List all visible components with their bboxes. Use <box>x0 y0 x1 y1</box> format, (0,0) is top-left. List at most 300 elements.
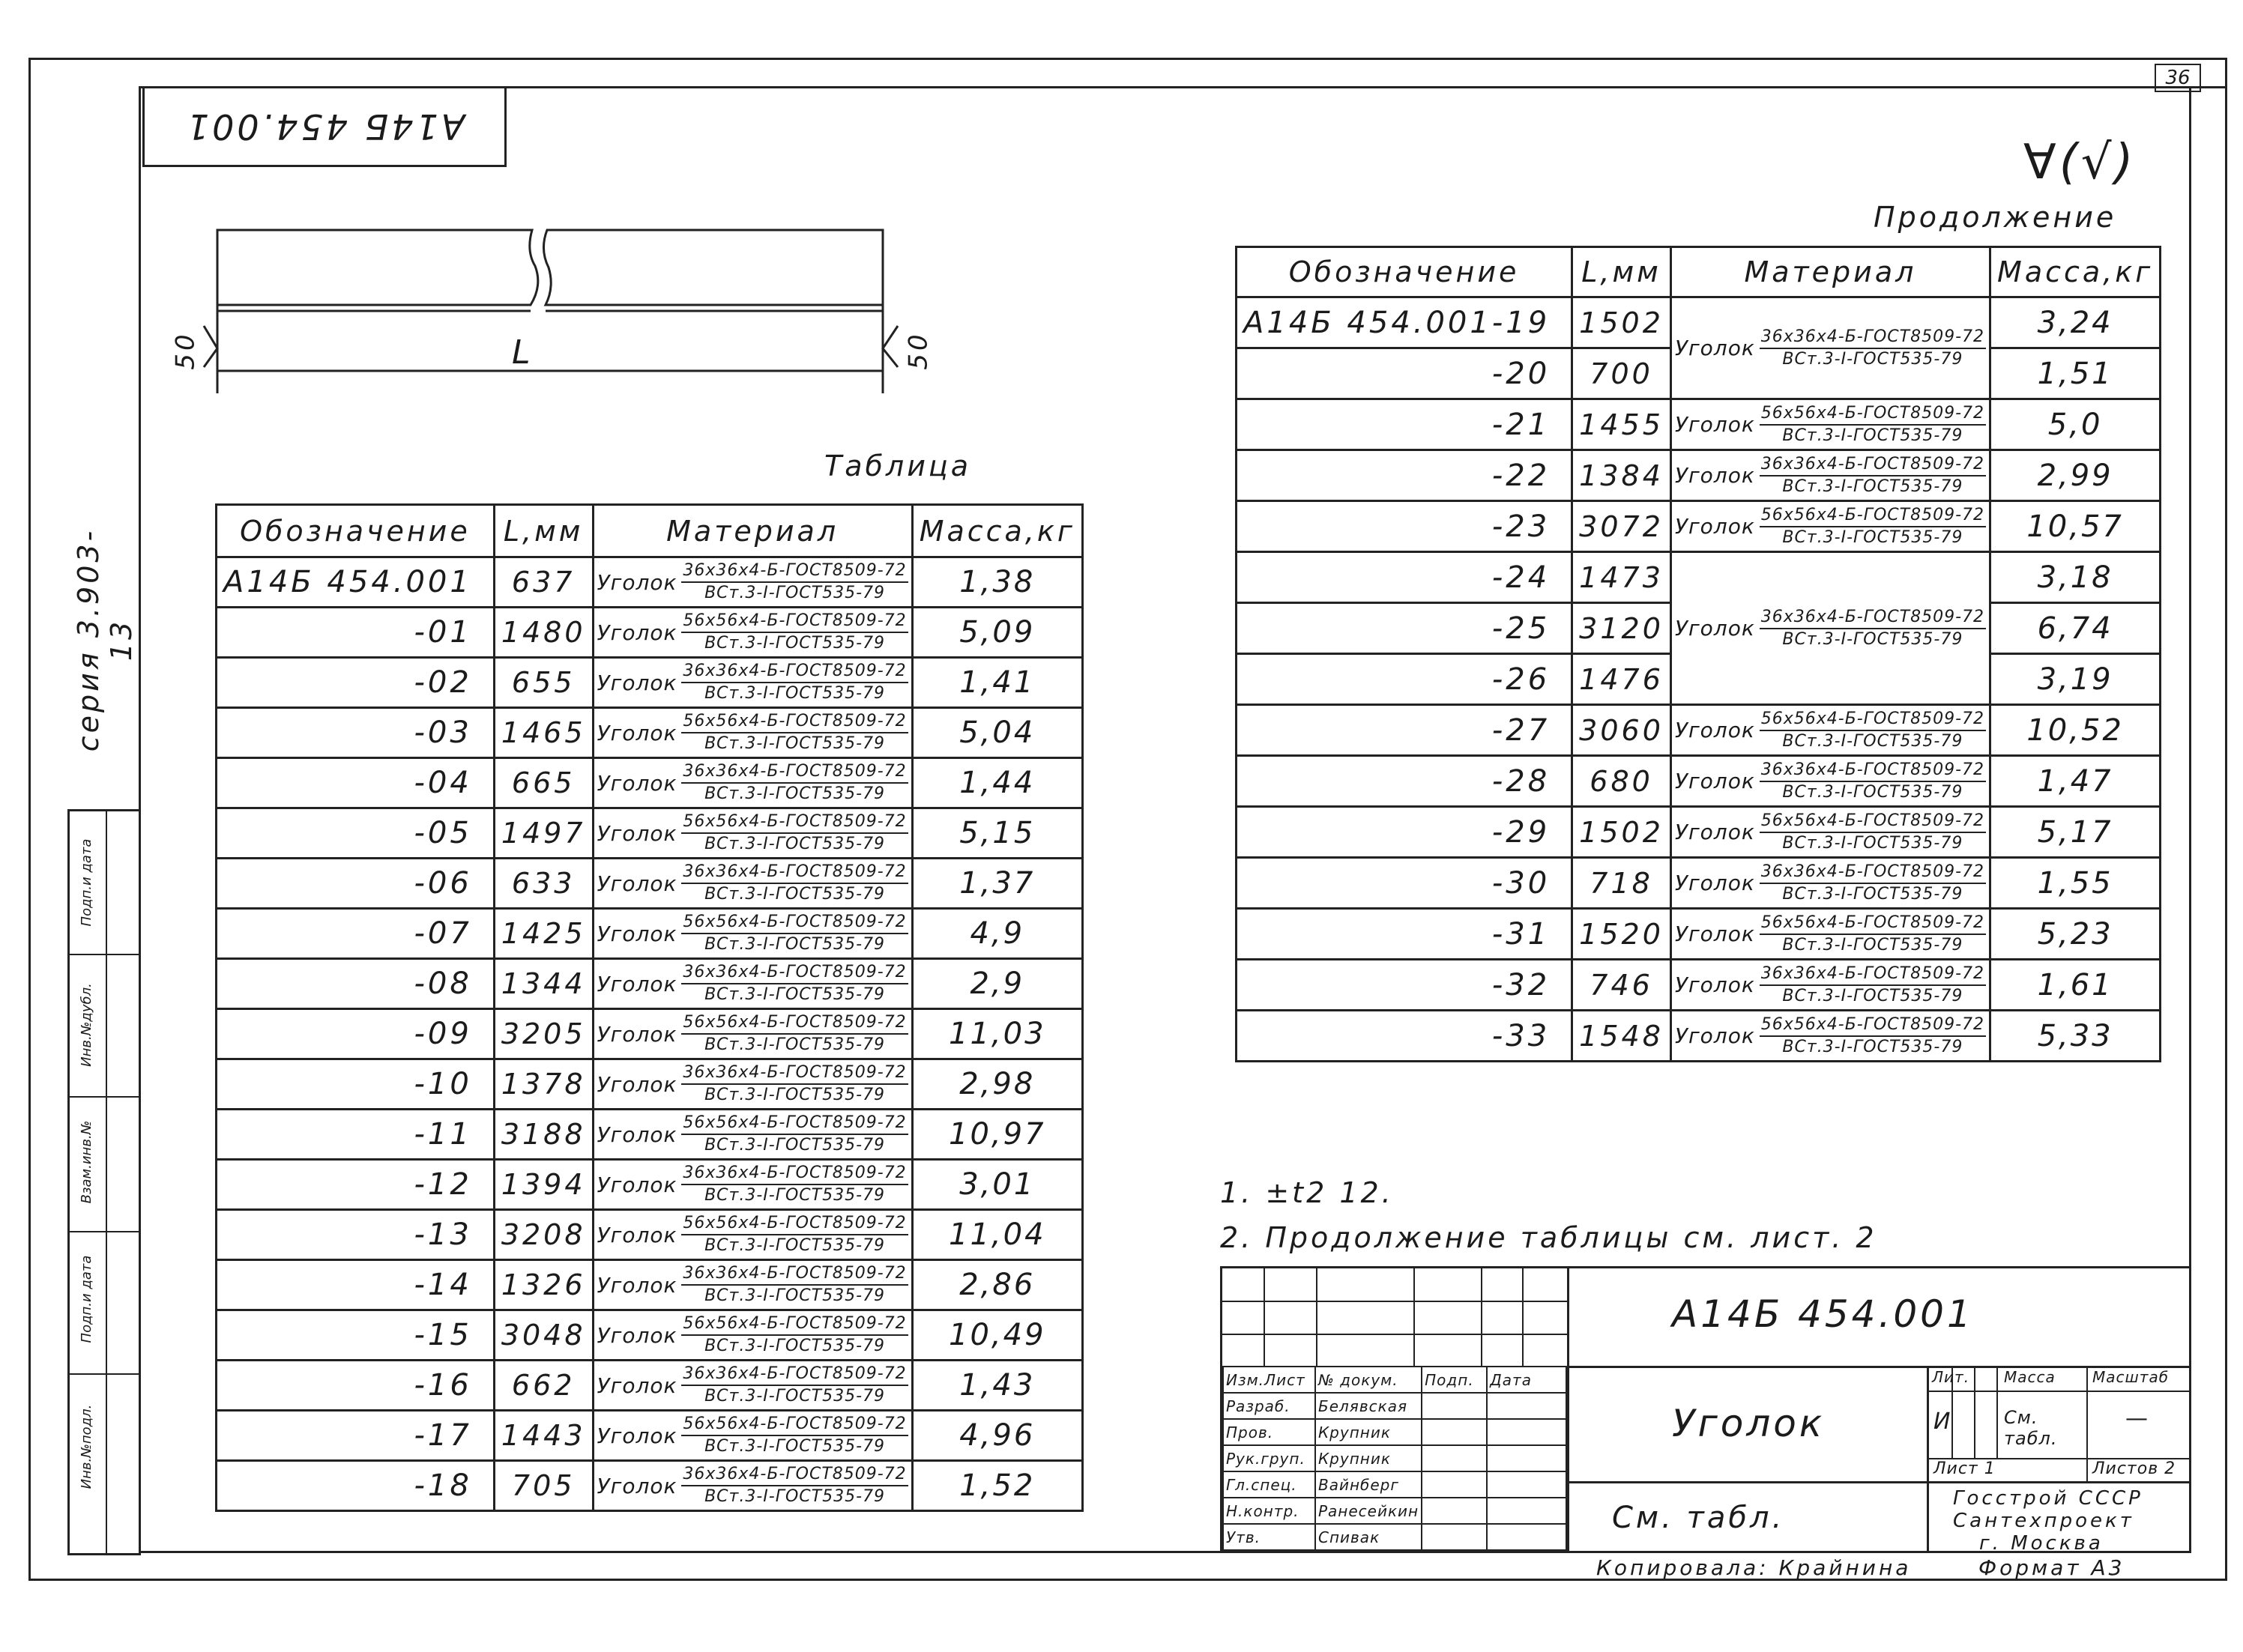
profile-spec: 56х56х4-Б-ГОСТ8509-72 <box>1760 913 1986 935</box>
material-spec <box>1760 963 1986 1007</box>
title-material: См. табл. <box>1612 1501 1785 1535</box>
material-type: Уголок <box>597 670 677 695</box>
profile-spec: 56х56х4-Б-ГОСТ8509-72 <box>681 1012 908 1035</box>
designation-cell: -31 <box>1237 909 1572 960</box>
table-row <box>217 1009 1083 1059</box>
steel-spec: ВСт.3-I-ГОСТ535-79 <box>1782 884 1963 904</box>
material-type: Уголок <box>1674 616 1755 641</box>
material-cell <box>593 1310 912 1361</box>
stamp-role-cell: Рук.груп. <box>1223 1445 1315 1471</box>
material-cell <box>1670 552 1990 705</box>
profile-spec: 36х36х4-Б-ГОСТ8509-72 <box>681 1062 908 1085</box>
steel-spec: ВСт.3-I-ГОСТ535-79 <box>704 784 885 803</box>
mass-cell: 11,04 <box>912 1210 1082 1260</box>
lit-value: И <box>1933 1409 1951 1435</box>
steel-spec: ВСт.3-I-ГОСТ535-79 <box>704 835 885 853</box>
angle-drawing <box>157 221 929 416</box>
steel-spec: ВСт.3-I-ГОСТ535-79 <box>1782 426 1963 445</box>
table-row <box>217 1310 1083 1361</box>
profile-spec: 36х36х4-Б-ГОСТ8509-72 <box>1760 963 1986 986</box>
length-cell: 1502 <box>1572 807 1671 858</box>
table-row <box>217 758 1083 808</box>
material-type: Уголок <box>1674 769 1755 793</box>
stamp-row <box>1223 1471 1566 1498</box>
stamp-role-cell: Н.контр. <box>1223 1498 1315 1524</box>
material-cell <box>1670 807 1990 858</box>
table-row <box>1237 960 2161 1011</box>
side-label-4: Подп.и дата <box>79 838 94 927</box>
profile-spec: 56х56х4-Б-ГОСТ8509-72 <box>681 811 908 834</box>
length-cell: 3205 <box>494 1009 593 1059</box>
designation-cell: -26 <box>1237 654 1572 705</box>
profile-spec: 36х36х4-Б-ГОСТ8509-72 <box>1760 607 1986 629</box>
series-label: серия 3.903-13 <box>72 527 138 752</box>
title-name: Уголок <box>1672 1402 1826 1445</box>
length-cell: 3060 <box>1572 705 1671 756</box>
material-cell <box>1670 960 1990 1011</box>
table-row <box>217 808 1083 859</box>
material-cell <box>593 1260 912 1310</box>
profile-spec: 36х36х4-Б-ГОСТ8509-72 <box>681 560 908 583</box>
material-cell <box>593 708 912 758</box>
steel-spec: ВСт.3-I-ГОСТ535-79 <box>704 734 885 753</box>
steel-spec: ВСт.3-I-ГОСТ535-79 <box>704 1487 885 1506</box>
steel-spec: ВСт.3-I-ГОСТ535-79 <box>704 684 885 703</box>
mass-cell: 1,47 <box>1990 756 2161 807</box>
steel-spec: ВСт.3-I-ГОСТ535-79 <box>1782 935 1963 954</box>
material-cell <box>593 1210 912 1260</box>
steel-spec: ВСт.3-I-ГОСТ535-79 <box>1782 1037 1963 1056</box>
designation-cell: -28 <box>1237 756 1572 807</box>
profile-spec: 56х56х4-Б-ГОСТ8509-72 <box>681 1313 908 1336</box>
profile-spec: 36х36х4-Б-ГОСТ8509-72 <box>681 1464 908 1486</box>
material-type: Уголок <box>597 1373 677 1398</box>
length-cell: 718 <box>1572 858 1671 909</box>
stamp-name-cell: Ранесейкин <box>1315 1498 1422 1524</box>
side-stamp-strip <box>67 809 141 1555</box>
designation-cell: -20 <box>1237 348 1572 399</box>
material-spec <box>681 962 908 1005</box>
profile-spec: 56х56х4-Б-ГОСТ8509-72 <box>1760 811 1986 833</box>
profile-spec: 56х56х4-Б-ГОСТ8509-72 <box>681 1414 908 1436</box>
stamp-date-cell: Дата <box>1487 1367 1566 1393</box>
length-cell: 1384 <box>1572 450 1671 501</box>
length-cell: 1480 <box>494 608 593 658</box>
designation-cell: А14Б 454.001 <box>217 557 495 608</box>
mass-cell: 2,86 <box>912 1260 1082 1310</box>
table-row <box>1237 909 2161 960</box>
profile-spec: 56х56х4-Б-ГОСТ8509-72 <box>681 611 908 633</box>
material-spec <box>1760 403 1986 447</box>
stamp-name-cell: Спивак <box>1315 1524 1422 1550</box>
stamp-role-cell: Разраб. <box>1223 1393 1315 1419</box>
length-cell: 1455 <box>1572 399 1671 450</box>
profile-spec: 56х56х4-Б-ГОСТ8509-72 <box>681 912 908 934</box>
mass-cell: 2,9 <box>912 959 1082 1009</box>
material-type: Уголок <box>597 921 677 946</box>
stamp-row <box>1223 1393 1566 1419</box>
table-row <box>217 1160 1083 1210</box>
material-spec <box>1760 1014 1986 1058</box>
material-cell <box>593 1411 912 1461</box>
continuation-title: Продолжение <box>1874 201 2117 234</box>
mass-cell: 1,61 <box>1990 960 2161 1011</box>
material-spec <box>681 1012 908 1056</box>
material-spec <box>681 1313 908 1357</box>
steel-spec: ВСт.3-I-ГОСТ535-79 <box>1782 833 1963 853</box>
steel-spec: ВСт.3-I-ГОСТ535-79 <box>1782 349 1963 369</box>
mass-cell: 1,41 <box>912 658 1082 708</box>
steel-spec: ВСт.3-I-ГОСТ535-79 <box>704 1437 885 1456</box>
stamp-date-cell <box>1487 1498 1566 1524</box>
stamp-name-cell: Крупник <box>1315 1419 1422 1445</box>
th-mass: Масса,кг <box>1990 247 2161 297</box>
side-label-3: Инв.№дубл. <box>79 983 94 1067</box>
material-cell <box>593 758 912 808</box>
mass-cell: 3,18 <box>1990 552 2161 603</box>
top-stamp-text: А14Б 454.001 <box>184 106 465 147</box>
designation-cell: -16 <box>217 1361 495 1411</box>
material-cell <box>1670 297 1990 399</box>
length-cell: 1425 <box>494 909 593 959</box>
table-row <box>1237 399 2161 450</box>
table-row <box>217 1110 1083 1160</box>
stamp-name-cell: Белявская <box>1315 1393 1422 1419</box>
length-cell: 3072 <box>1572 501 1671 552</box>
length-cell: 655 <box>494 658 593 708</box>
material-type: Уголок <box>597 1322 677 1348</box>
material-cell <box>593 1160 912 1210</box>
mass-cell: 1,44 <box>912 758 1082 808</box>
length-cell: 1378 <box>494 1059 593 1110</box>
profile-spec: 36х36х4-Б-ГОСТ8509-72 <box>1760 862 1986 884</box>
material-cell <box>593 909 912 959</box>
material-spec <box>1760 454 1986 497</box>
length-cell: 665 <box>494 758 593 808</box>
chamfer-left-label: 50 <box>170 331 201 370</box>
table-row <box>217 1260 1083 1310</box>
material-spec <box>681 1213 908 1256</box>
material-cell <box>1670 909 1990 960</box>
length-cell: 1394 <box>494 1160 593 1210</box>
designation-cell: -15 <box>217 1310 495 1361</box>
length-cell: 1344 <box>494 959 593 1009</box>
material-spec <box>1760 811 1986 854</box>
stamp-sign-cell: Подп. <box>1422 1367 1487 1393</box>
designation-cell: -12 <box>217 1160 495 1210</box>
table-row <box>1237 705 2161 756</box>
length-cell: 3048 <box>494 1310 593 1361</box>
mass-cell: 10,52 <box>1990 705 2161 756</box>
material-type: Уголок <box>1674 871 1755 895</box>
table-row <box>217 708 1083 758</box>
material-cell <box>593 658 912 708</box>
profile-spec: 36х36х4-Б-ГОСТ8509-72 <box>1760 454 1986 476</box>
table-row <box>217 1461 1083 1511</box>
table-row <box>217 859 1083 909</box>
title-designation: А14Б 454.001 <box>1672 1292 1974 1336</box>
material-cell <box>593 859 912 909</box>
mass-cell: 5,23 <box>1990 909 2161 960</box>
material-spec <box>1760 327 1986 370</box>
th-length: L,мм <box>494 505 593 557</box>
stamp-row <box>1223 1498 1566 1524</box>
org-line-3: г. Москва <box>1979 1532 2104 1555</box>
table-row <box>217 557 1083 608</box>
length-cell: 1465 <box>494 708 593 758</box>
material-spec <box>1760 760 1986 803</box>
scale-value: — <box>2125 1406 2148 1432</box>
side-label-2: Взам.инв.№ <box>79 1120 94 1204</box>
material-type: Уголок <box>597 1423 677 1448</box>
profile-spec: 56х56х4-Б-ГОСТ8509-72 <box>1760 505 1986 527</box>
length-cell: 637 <box>494 557 593 608</box>
steel-spec: ВСт.3-I-ГОСТ535-79 <box>704 634 885 653</box>
material-spec <box>681 1464 908 1507</box>
mass-cell: 6,74 <box>1990 603 2161 654</box>
mass-label: Масса <box>2004 1368 2056 1386</box>
profile-spec: 36х36х4-Б-ГОСТ8509-72 <box>681 661 908 683</box>
length-cell: 1443 <box>494 1411 593 1461</box>
designation-cell: -06 <box>217 859 495 909</box>
steel-spec: ВСт.3-I-ГОСТ535-79 <box>704 1035 885 1054</box>
side-label-0: Инв.№подл. <box>79 1404 94 1489</box>
designation-cell: -18 <box>217 1461 495 1511</box>
material-type: Уголок <box>1674 820 1755 844</box>
designation-cell: -33 <box>1237 1011 1572 1062</box>
length-cell: 700 <box>1572 348 1671 399</box>
mass-cell: 1,51 <box>1990 348 2161 399</box>
note-2: 2. Продолжение таблицы см. лист. 2 <box>1220 1221 1877 1254</box>
length-cell: 662 <box>494 1361 593 1411</box>
profile-spec: 56х56х4-Б-ГОСТ8509-72 <box>681 1113 908 1135</box>
material-type: Уголок <box>597 1122 677 1147</box>
mass-cell: 10,57 <box>1990 501 2161 552</box>
stamp-role-cell: Гл.спец. <box>1223 1471 1315 1498</box>
designation-cell: -32 <box>1237 960 1572 1011</box>
mass-cell: 11,03 <box>912 1009 1082 1059</box>
stamp-row <box>1223 1419 1566 1445</box>
designation-cell: -11 <box>217 1110 495 1160</box>
material-type: Уголок <box>597 770 677 796</box>
material-cell <box>1670 501 1990 552</box>
mass-cell: 5,15 <box>912 808 1082 859</box>
length-cell: 1548 <box>1572 1011 1671 1062</box>
designation-cell: -10 <box>217 1059 495 1110</box>
material-cell <box>593 608 912 658</box>
material-spec <box>681 611 908 654</box>
stamp-date-cell <box>1487 1445 1566 1471</box>
top-stamp-box <box>142 88 507 167</box>
steel-spec: ВСт.3-I-ГОСТ535-79 <box>1782 986 1963 1005</box>
note-1: 1. ±t2 12. <box>1220 1176 1394 1209</box>
material-cell <box>593 808 912 859</box>
material-type: Уголок <box>597 971 677 996</box>
designation-cell: -08 <box>217 959 495 1009</box>
material-cell <box>593 1361 912 1411</box>
stamp-name-cell: Крупник <box>1315 1445 1422 1471</box>
length-cell: 680 <box>1572 756 1671 807</box>
material-spec <box>681 1163 908 1206</box>
designation-cell: -17 <box>217 1411 495 1461</box>
steel-spec: ВСт.3-I-ГОСТ535-79 <box>704 1387 885 1406</box>
material-type: Уголок <box>597 720 677 745</box>
org-line-2: Сантехпроект <box>1953 1510 2134 1532</box>
table-title: Таблица <box>824 450 972 482</box>
table-row <box>217 1361 1083 1411</box>
mass-cell: 5,17 <box>1990 807 2161 858</box>
steel-spec: ВСт.3-I-ГОСТ535-79 <box>1782 782 1963 802</box>
mass-cell: 10,97 <box>912 1110 1082 1160</box>
table-row <box>1237 858 2161 909</box>
mass-cell: 3,19 <box>1990 654 2161 705</box>
profile-spec: 36х36х4-Б-ГОСТ8509-72 <box>681 1364 908 1386</box>
material-type: Уголок <box>597 1021 677 1047</box>
profile-spec: 36х36х4-Б-ГОСТ8509-72 <box>681 1163 908 1185</box>
material-spec <box>681 1364 908 1407</box>
stamp-row <box>1223 1524 1566 1550</box>
mass-value: См. табл. <box>2004 1407 2058 1449</box>
material-type: Уголок <box>1674 463 1755 488</box>
designation-cell: -24 <box>1237 552 1572 603</box>
footer-format: Формат А3 <box>1978 1555 2125 1580</box>
profile-spec: 56х56х4-Б-ГОСТ8509-72 <box>681 1213 908 1235</box>
stamp-role-cell: Утв. <box>1223 1524 1315 1550</box>
material-spec <box>1760 862 1986 905</box>
length-cell: 3208 <box>494 1210 593 1260</box>
th-material: Материал <box>1670 247 1990 297</box>
chamfer-right-label: 50 <box>903 331 934 370</box>
table-row <box>217 909 1083 959</box>
signature-table <box>1222 1366 1567 1551</box>
material-spec <box>1760 709 1986 752</box>
material-type: Уголок <box>1674 718 1755 742</box>
material-type: Уголок <box>597 1222 677 1247</box>
material-spec <box>681 1263 908 1307</box>
table-row <box>217 959 1083 1009</box>
designation-cell: -04 <box>217 758 495 808</box>
material-spec <box>681 1113 908 1156</box>
th-mass: Масса,кг <box>912 505 1082 557</box>
designation-cell: -05 <box>217 808 495 859</box>
length-cell: 1476 <box>1572 654 1671 705</box>
table-row <box>1237 756 2161 807</box>
material-type: Уголок <box>597 1272 677 1298</box>
material-cell <box>593 1461 912 1511</box>
length-cell: 3188 <box>494 1110 593 1160</box>
designation-cell: -14 <box>217 1260 495 1310</box>
table-row <box>1237 807 2161 858</box>
stamp-date-cell <box>1487 1419 1566 1445</box>
profile-spec: 36х36х4-Б-ГОСТ8509-72 <box>1760 327 1986 349</box>
mass-cell: 4,96 <box>912 1411 1082 1461</box>
scale-label: Масштаб <box>2092 1368 2170 1386</box>
profile-spec: 56х56х4-Б-ГОСТ8509-72 <box>1760 1014 1986 1037</box>
material-spec <box>1760 505 1986 548</box>
mass-cell: 1,37 <box>912 859 1082 909</box>
table-row <box>1237 1011 2161 1062</box>
stamp-date-cell <box>1487 1524 1566 1550</box>
profile-spec: 36х36х4-Б-ГОСТ8509-72 <box>681 862 908 884</box>
table-right <box>1235 246 2161 1062</box>
th-length: L,мм <box>1572 247 1671 297</box>
material-spec <box>681 862 908 905</box>
profile-spec: 36х36х4-Б-ГОСТ8509-72 <box>681 761 908 784</box>
stamp-role-cell: Изм.Лист <box>1223 1367 1315 1393</box>
stamp-sign-cell <box>1422 1445 1487 1471</box>
designation-cell: -30 <box>1237 858 1572 909</box>
material-cell <box>593 1110 912 1160</box>
sheet-label: Лист 1 <box>1933 1459 1996 1478</box>
steel-spec: ВСт.3-I-ГОСТ535-79 <box>704 1286 885 1305</box>
material-spec <box>681 711 908 754</box>
material-type: Уголок <box>597 820 677 846</box>
roughness-mark: ∀(√) <box>2023 135 2137 190</box>
length-cell: 705 <box>494 1461 593 1511</box>
designation-cell: -13 <box>217 1210 495 1260</box>
table-row <box>217 658 1083 708</box>
profile-spec: 56х56х4-Б-ГОСТ8509-72 <box>681 711 908 733</box>
material-type: Уголок <box>1674 1023 1755 1048</box>
profile-spec: 36х36х4-Б-ГОСТ8509-72 <box>681 962 908 984</box>
material-spec <box>681 912 908 955</box>
mass-cell: 2,99 <box>1990 450 2161 501</box>
designation-cell: -03 <box>217 708 495 758</box>
material-cell <box>1670 858 1990 909</box>
material-cell <box>593 959 912 1009</box>
material-cell <box>593 557 912 608</box>
length-cell: 633 <box>494 859 593 909</box>
material-type: Уголок <box>1674 336 1755 360</box>
profile-spec: 36х36х4-Б-ГОСТ8509-72 <box>1760 760 1986 782</box>
material-type: Уголок <box>597 1172 677 1197</box>
material-spec <box>1760 607 1986 650</box>
mass-cell: 3,01 <box>912 1160 1082 1210</box>
table-row <box>1237 450 2161 501</box>
stamp-role-cell: Пров. <box>1223 1419 1315 1445</box>
material-type: Уголок <box>1674 514 1755 539</box>
material-type: Уголок <box>1674 922 1755 946</box>
length-cell: 1326 <box>494 1260 593 1310</box>
material-type: Уголок <box>597 1473 677 1498</box>
material-spec <box>681 1414 908 1457</box>
steel-spec: ВСт.3-I-ГОСТ535-79 <box>704 584 885 602</box>
length-cell: 1520 <box>1572 909 1671 960</box>
material-cell <box>593 1059 912 1110</box>
designation-cell: -09 <box>217 1009 495 1059</box>
side-label-1: Подп.и дата <box>79 1255 94 1343</box>
steel-spec: ВСт.3-I-ГОСТ535-79 <box>704 1236 885 1255</box>
designation-cell: -07 <box>217 909 495 959</box>
org-line-1: Госстрой СССР <box>1953 1487 2143 1510</box>
th-designation: Обозначение <box>1237 247 1572 297</box>
table-row <box>1237 552 2161 603</box>
mass-cell: 2,98 <box>912 1059 1082 1110</box>
mass-cell: 5,09 <box>912 608 1082 658</box>
lit-label: Лит. <box>1932 1368 1970 1386</box>
designation-cell: -01 <box>217 608 495 658</box>
material-type: Уголок <box>597 569 677 595</box>
material-cell <box>1670 450 1990 501</box>
stamp-name-cell: № докум. <box>1315 1367 1422 1393</box>
stamp-date-cell <box>1487 1393 1566 1419</box>
material-type: Уголок <box>1674 972 1755 997</box>
title-block <box>1220 1266 2189 1553</box>
th-designation: Обозначение <box>217 505 495 557</box>
profile-spec: 56х56х4-Б-ГОСТ8509-72 <box>1760 403 1986 426</box>
steel-spec: ВСт.3-I-ГОСТ535-79 <box>704 1086 885 1104</box>
sheet-number: 36 <box>2165 67 2191 89</box>
